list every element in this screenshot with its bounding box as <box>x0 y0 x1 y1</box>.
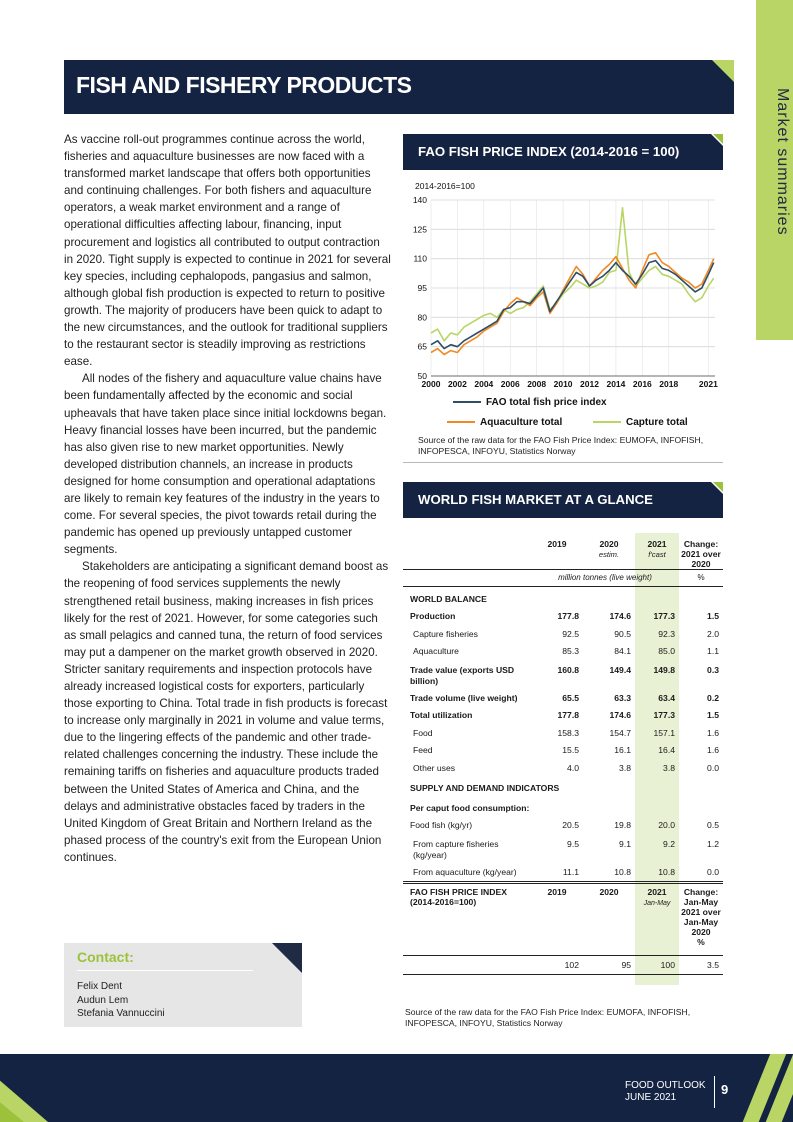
col-2021: 2021 f'cast <box>647 539 667 559</box>
legend-label-aquaculture: Aquaculture total <box>480 417 563 428</box>
chart-source: Source of the raw data for the FAO Fish Price Index: EUMOFA, INFOFISH, INFOPESCA, INFOYU, Statistics Norway <box>418 435 704 456</box>
page-title: FISH AND FISHERY PRODUCTS <box>76 72 412 98</box>
chart-heading-corner-accent <box>713 134 723 144</box>
chart-heading-bar <box>403 134 723 170</box>
table-row: Food 158.3 154.7 157.1 1.6 <box>413 727 719 738</box>
side-tab-cut <box>756 318 793 340</box>
footer-divider <box>714 1076 715 1108</box>
y-tick-label: 125 <box>412 224 427 235</box>
heading-corner <box>712 60 734 82</box>
table-source: Source of the raw data for the FAO Fish Price Index: EUMOFA, INFOFISH, INFOPESCA, INFOYU, Statistics Norway <box>405 1007 691 1028</box>
table-row: Aquaculture 85.3 84.1 85.0 1.1 <box>413 646 719 656</box>
contact-names <box>77 980 165 1021</box>
table-heading: WORLD FISH MARKET AT A GLANCE <box>418 492 653 507</box>
table-row: Feed 15.5 16.1 16.4 1.6 <box>413 745 719 755</box>
section-per-caput: Per caput food consumption: <box>410 803 530 813</box>
contact-divider <box>77 970 253 971</box>
y-tick-label: 95 <box>417 283 427 293</box>
table-row: Total utilization 177.8 174.6 177.3 1.5 <box>410 710 719 720</box>
footer-publication: FOOD OUTLOOK JUNE 2021 <box>625 1080 706 1103</box>
y-tick-label: 80 <box>417 312 427 323</box>
y-tick-label: 65 <box>417 341 427 352</box>
x-tick-label: 2018 <box>659 379 679 389</box>
table-row: Capture fisheries 92.5 90.5 92.3 2.0 <box>413 628 719 639</box>
units-label: million tonnes (live weight) <box>531 570 679 587</box>
page-footer <box>0 1054 793 1122</box>
table-row: Trade value (exports USD billion) 160.8 149.4 149.8 0.3 <box>410 664 719 686</box>
x-tick-label: 2002 <box>447 379 467 389</box>
contact-name: Felix Dent <box>77 981 123 992</box>
side-label: Market summaries <box>774 88 791 236</box>
page-heading-bar <box>64 60 734 114</box>
price-index-chart <box>403 176 723 432</box>
y-tick-label: 50 <box>417 371 427 381</box>
table-header-row <box>403 533 723 570</box>
units-row <box>403 570 723 587</box>
table-row: From aquaculture (kg/year) 11.1 10.8 10.8 0.0 <box>413 866 719 877</box>
index-label: FAO FISH PRICE INDEX (2014-2016=100) <box>403 883 531 956</box>
table-heading-bar <box>403 482 723 518</box>
y-tick-label: 110 <box>413 253 427 264</box>
contact-corner <box>272 943 302 973</box>
body-text <box>64 131 392 866</box>
x-tick-label: 2014 <box>606 379 626 389</box>
table-row: From capture fisheries (kg/year) 9.5 9.1 9.2 1.2 <box>413 838 719 860</box>
table-heading-corner-accent <box>713 482 723 492</box>
x-tick-label: 2012 <box>580 379 599 389</box>
footer-accent <box>0 1094 24 1122</box>
x-tick-label: 2008 <box>527 379 547 389</box>
y-tick-label: 140 <box>412 195 427 205</box>
page-number: 9 <box>721 1082 729 1097</box>
section-world-balance: WORLD BALANCE <box>410 594 487 604</box>
market-table <box>403 533 723 975</box>
x-tick-label: 2016 <box>632 379 652 389</box>
index-header-row: FAO FISH PRICE INDEX (2014-2016=100) 2019 2020 2021 Jan-May Change: Jan-May 2021 over Jan-May 2020 % <box>403 883 723 956</box>
paragraph-1: As vaccine roll-out programmes continue across the world, fisheries and aquaculture businesses are now faced with a transformed market landscape that offers both opportunities and continuing challenges. For both fishers and aquaculture operators, a weak market environment and a range of operational difficulties affecting labour, financing, input procurement and logistics all contributed to output contraction in 2020. Tight supply is expected to continue in 2021 for several key species, including cephalopods, pangasius and salmon, although global fish production is expected to return to positive growth. The majority of producers have been quick to adapt to the new circumstances, and the outlook for traditional suppliers to the restaurant sector is steadily improving as restrictions ease. <box>64 133 391 369</box>
x-tick-label: 2010 <box>553 379 573 389</box>
contact-title: Contact: <box>77 949 134 965</box>
units-pct: % <box>679 570 723 587</box>
table-row: Food fish (kg/yr) 20.5 19.8 20.0 0.5 <box>410 820 719 830</box>
chart-heading: FAO FISH PRICE INDEX (2014-2016 = 100) <box>418 144 680 159</box>
legend-label-capture: Capture total <box>626 417 688 428</box>
section-supply-demand: SUPPLY AND DEMAND INDICATORS <box>410 783 560 793</box>
x-tick-label: 2000 <box>421 379 441 389</box>
contact-name: Stefania Vannuccini <box>77 1008 165 1019</box>
chart-y-label: 2014-2016=100 <box>415 181 475 191</box>
chart-separator <box>403 462 723 463</box>
col-2019: 2019 <box>547 539 567 549</box>
x-tick-label: 2021 <box>698 379 718 389</box>
col-change: Change: 2021 over 2020 <box>681 539 721 569</box>
market-table-wrap <box>403 533 723 975</box>
table-row: Other uses 4.0 3.8 3.8 0.0 <box>413 762 719 773</box>
legend-label-total: FAO total fish price index <box>486 397 607 408</box>
contact-name: Audun Lem <box>77 994 129 1006</box>
paragraph-2: All nodes of the fishery and aquaculture value chains have been fundamentally affected by the economic and social upheavals that have taken place since initial lockdowns began. Heavy financial losses have been incurred, but the pandemic has also given rise to new market opportunities. Newly developed distribution channels, an increase in products designed for home consumption and operational adaptations are likely to remain key features of the industry in the years to come. For several species, the pivot towards retail during the pandemic has opened up previously untapped customer segments. <box>64 372 387 557</box>
col-2020: 2020 estim. <box>598 539 620 559</box>
table-row: Production 177.8 174.6 177.3 1.5 <box>410 611 719 621</box>
x-tick-label: 2004 <box>474 379 494 389</box>
index-values-row: 102 95 100 3.5 <box>403 956 723 975</box>
table-row: Trade volume (live weight) 65.5 63.3 63.4 0.2 <box>410 692 719 703</box>
contact-box <box>64 943 302 1027</box>
paragraph-3: Stakeholders are anticipating a significant demand boost as the reopening of food services supplements the newly strengthened retail business, making increases in fish prices likely for the rest of 2021. However, for some categories such as small pelagics and canned tuna, the return of food services may put a dampener on the market growth observed in 2020. Stricter sanitary requirements and inspection protocols have already increased logistical costs for exporters, particularly those exporting to China. Total trade in fish products is forecast to increase only marginally in 2021 in volume and value terms, due to the lingering effects of the pandemic and other trade-related challenges concerning the industry. These include the remaining tariffs on fisheries and aquaculture products traded between the United States of America and China, and the delays and administrative obstacles faced by traders in the United Kingdom of Great Britain and Northern Ireland as the phased process of the country's exit from the European Union continues. <box>64 560 389 864</box>
x-tick-label: 2006 <box>500 379 520 389</box>
